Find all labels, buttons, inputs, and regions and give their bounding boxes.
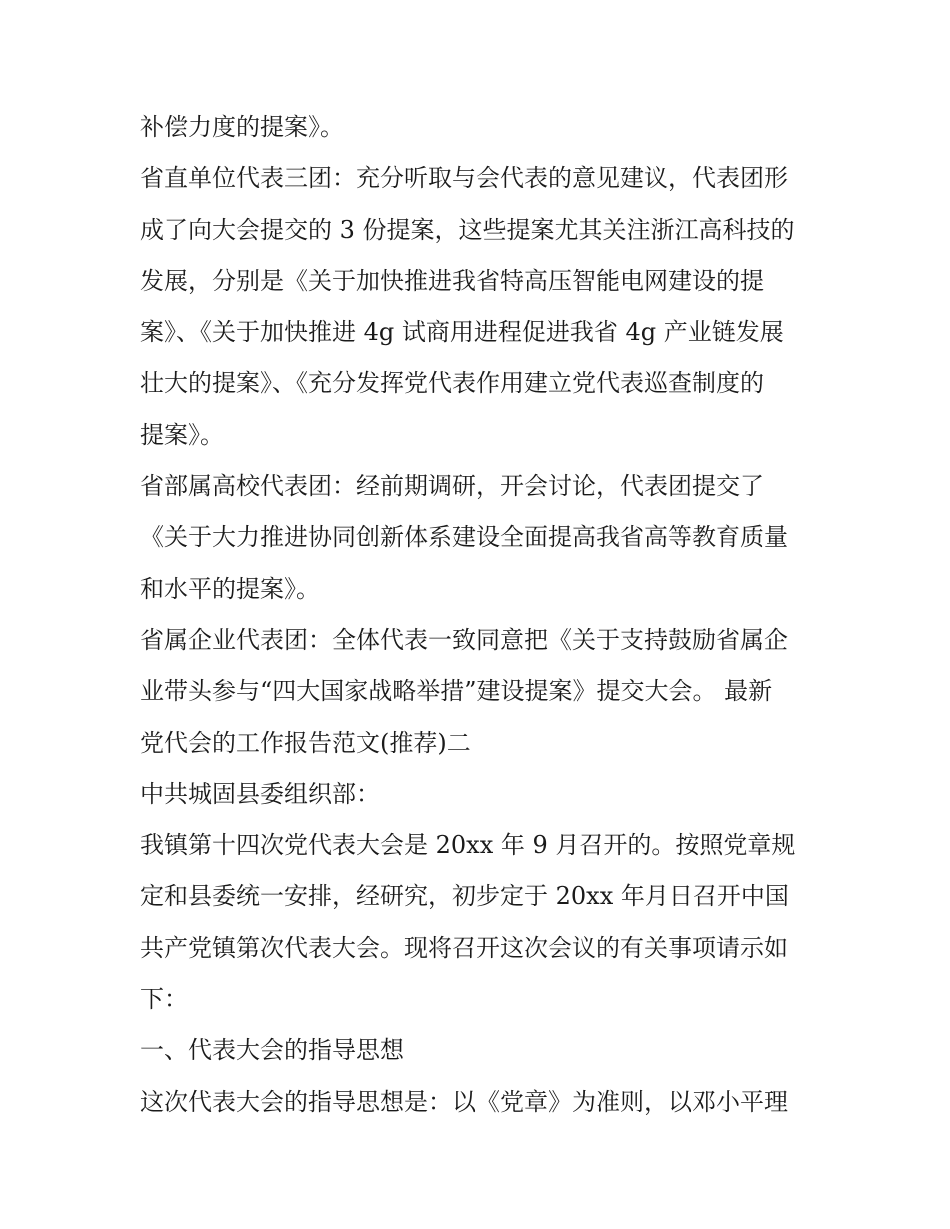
text-line: 省直单位代表三团：充分听取与会代表的意见建议，代表团形 — [140, 164, 788, 193]
text-line: 省属企业代表团：全体代表一致同意把《关于支持鼓励省属企 — [140, 625, 788, 654]
text-line: 业带头参与“四大国家战略举措”建设提案》提交大会。 最新 — [140, 677, 773, 706]
addressee: 中共城固县委组织部： — [140, 779, 380, 808]
text-line: 定和县委统一安排，经研究，初步定于 20xx 年月日召开中国 — [140, 882, 789, 911]
text-line: 壮大的提案》、《充分发挥党代表作用建立党代表巡查制度的 — [140, 369, 764, 398]
text-line: 和水平的提案》。 — [140, 574, 320, 603]
section-heading: 一、代表大会的指导思想 — [140, 1036, 404, 1065]
text-line: 共产党镇第次代表大会。现将召开这次会议的有关事项请示如 — [140, 933, 788, 962]
text-line: 成了向大会提交的 3 份提案，这些提案尤其关注浙江高科技的 — [140, 215, 795, 244]
text-line: 我镇第十四次党代表大会是 20xx 年 9 月召开的。按照党章规 — [140, 831, 796, 860]
section-title: 党代会的工作报告范文(推荐)二 — [140, 728, 471, 757]
text-line: 案》、《关于加快推进 4g 试商用进程促进我省 4g 产业链发展 — [140, 318, 784, 347]
text-line: 这次代表大会的指导思想是：以《党章》为准则，以邓小平理 — [140, 1087, 788, 1116]
document-body — [140, 102, 820, 1128]
text-line: 发展，分别是《关于加快推进我省特高压智能电网建设的提 — [140, 266, 764, 295]
text-line: 下： — [140, 985, 188, 1014]
text-line: 省部属高校代表团：经前期调研，开会讨论，代表团提交了 — [140, 472, 764, 501]
text-line: 补偿力度的提案》。 — [140, 113, 344, 141]
text-line: 《关于大力推进协同创新体系建设全面提高我省高等教育质量 — [140, 523, 788, 552]
text-line: 提案》。 — [140, 420, 224, 449]
